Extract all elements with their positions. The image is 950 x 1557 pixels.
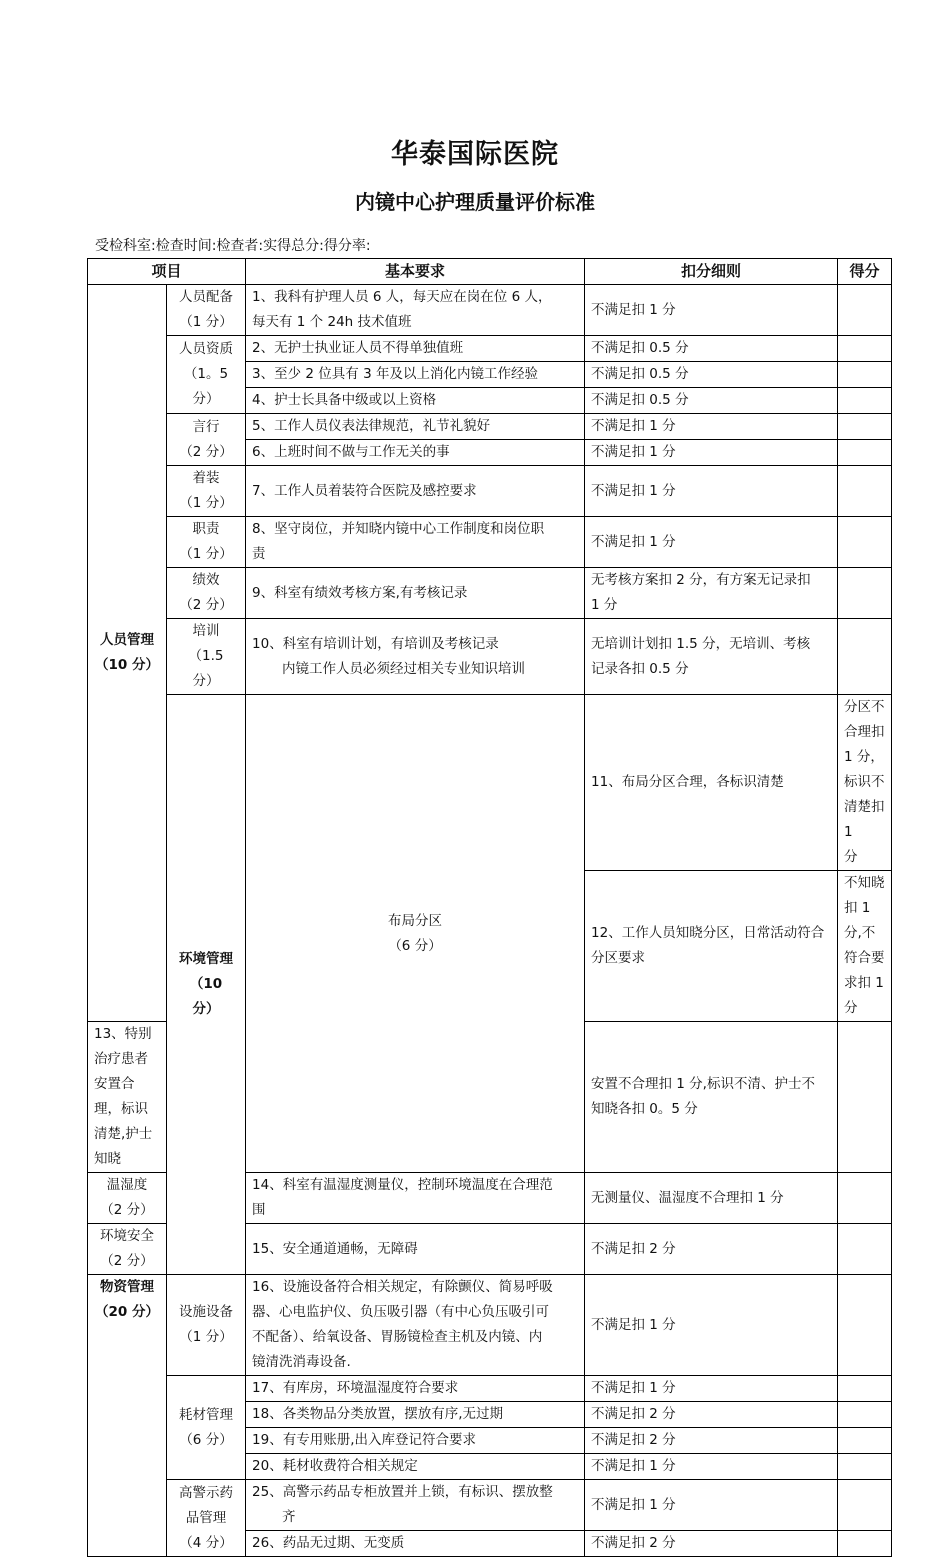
document-subtitle: 内镜中心护理质量评价标准 — [355, 190, 595, 214]
deduction-cell: 不满足扣 1 分 — [585, 1480, 838, 1531]
deduction-cell: 不满足扣 1 分 — [585, 440, 838, 466]
category-points: （10 — [189, 976, 223, 992]
requirement-cell: 9、科室有绩效考核方案,有考核记录 — [246, 568, 585, 619]
sub-points: （1 分） — [179, 495, 233, 511]
sub-label: 设施设备 — [179, 1304, 233, 1320]
sub-label: 人员资质 — [179, 341, 233, 357]
requirement-cell: 19、有专用账册,出入库登记符合要求 — [246, 1428, 585, 1454]
table-row — [88, 466, 892, 517]
table-row — [88, 568, 892, 619]
sub-consumables — [167, 1376, 246, 1480]
requirement-cell — [246, 285, 585, 336]
sub-label: 言行 — [192, 418, 220, 435]
requirement-text: 不配备）、给氧设备、胃肠镜检查主机及内镜、内 — [252, 1329, 543, 1345]
requirement-cell — [246, 619, 585, 695]
score-cell[interactable] — [838, 619, 892, 695]
requirement-cell: 26、药品无过期、无变质 — [246, 1531, 585, 1557]
deduction-cell: 不满足扣 0.5 分 — [585, 362, 838, 388]
table-row — [88, 517, 892, 568]
requirement-cell — [246, 1275, 585, 1376]
header-item: 项目 — [88, 259, 246, 285]
sub-label: 环境安全 — [100, 1228, 154, 1244]
requirement-cell: 13、特别治疗患者安置合理，标识清楚,护士知晓 — [88, 1022, 167, 1173]
sub-points: （1.5 — [188, 648, 224, 664]
sub-label: 温湿度 — [106, 1177, 148, 1193]
requirement-cell: 3、至少 2 位具有 3 年及以上消化内镜工作经验 — [246, 362, 585, 388]
score-cell[interactable] — [838, 1173, 892, 1224]
sub-label: 人员配备 — [179, 289, 233, 305]
sub-points: （6 分） — [179, 1431, 233, 1448]
deduction-cell: 不满足扣 0.5 分 — [585, 336, 838, 362]
table-row — [88, 285, 892, 336]
requirement-text: 8、坚守岗位，并知晓内镜中心工作制度和岗位职 — [252, 521, 545, 537]
sub-staffing — [167, 285, 246, 336]
score-cell[interactable] — [838, 1022, 892, 1173]
deduction-cell: 无测量仪、温湿度不合理扣 1 分 — [585, 1173, 838, 1224]
requirement-cell: 20、耗材收费符合相关规定 — [246, 1454, 585, 1480]
requirement-text: 每天有 1 个 24h 技术值班 — [252, 314, 412, 330]
requirement-cell: 11、布局分区合理，各标识清楚 — [585, 695, 838, 871]
deduction-cell: 不满足扣 1 分 — [585, 1454, 838, 1480]
score-cell[interactable] — [838, 1454, 892, 1480]
requirement-text: 齐 — [282, 1509, 296, 1525]
table-row — [88, 1376, 892, 1402]
score-cell[interactable] — [838, 1531, 892, 1557]
category-points: （10 分） — [95, 657, 159, 673]
deduction-cell: 不知晓扣 1 分,不符合要求扣 1 分 — [838, 871, 892, 1022]
requirement-cell: 17、有库房，环境温湿度符合要求 — [246, 1376, 585, 1402]
score-cell[interactable] — [838, 362, 892, 388]
requirement-text: 10、科室有培训计划，有培训及考核记录 — [252, 635, 499, 652]
deduction-text: 无考核方案扣 2 分，有方案无记录扣 — [591, 572, 811, 588]
requirement-cell: 15、安全通道通畅，无障碍 — [246, 1224, 585, 1275]
category-personnel — [88, 285, 167, 1022]
deduction-cell: 不满足扣 1 分 — [585, 1376, 838, 1402]
score-cell[interactable] — [838, 285, 892, 336]
score-cell[interactable] — [838, 568, 892, 619]
deduction-cell: 不满足扣 1 分 — [585, 1275, 838, 1376]
score-cell[interactable] — [838, 336, 892, 362]
header-score: 得分 — [838, 259, 892, 285]
requirement-cell — [246, 517, 585, 568]
requirement-text: 16、设施设备符合相关规定，有除颤仪、简易呼吸 — [252, 1279, 553, 1295]
deduction-text: 1 分 — [591, 597, 618, 613]
table-row — [88, 1275, 892, 1376]
deduction-text: 安置不合理扣 1 分,标识不清、护士不 — [591, 1076, 815, 1092]
table-row — [88, 619, 892, 695]
score-cell[interactable] — [838, 517, 892, 568]
sub-label: 职责 — [192, 521, 220, 537]
sub-label: 布局分区 — [388, 912, 443, 929]
score-cell[interactable] — [838, 1224, 892, 1275]
deduction-cell: 不满足扣 1 分 — [585, 517, 838, 568]
sub-points: （6 分） — [388, 937, 442, 954]
sub-facilities — [167, 1275, 246, 1376]
requirement-cell: 6、上班时间不做与工作无关的事 — [246, 440, 585, 466]
requirement-text: 围 — [252, 1202, 266, 1218]
score-cell[interactable] — [838, 1428, 892, 1454]
table-row — [88, 1480, 892, 1531]
requirement-cell: 12、工作人员知晓分区，日常活动符合分区要求 — [585, 871, 838, 1022]
sub-label: 着装 — [192, 470, 220, 486]
deduction-cell: 不满足扣 1 分 — [585, 466, 838, 517]
table-header-row — [88, 259, 892, 285]
requirement-cell — [246, 1480, 585, 1531]
sub-points: 分） — [192, 391, 220, 407]
table-row — [88, 414, 892, 440]
category-label: 物资管理 — [100, 1279, 154, 1295]
sub-points: （1 分） — [179, 314, 233, 330]
sub-training — [167, 619, 246, 695]
score-cell[interactable] — [838, 388, 892, 414]
requirement-text: 14、科室有温湿度测量仪，控制环境温度在合理范 — [252, 1177, 553, 1193]
inspection-info-line: 受检科室:检查时间:检查者:实得总分:得分率: — [95, 238, 371, 254]
table-row — [88, 695, 892, 871]
requirement-text: 25、高警示药品专柜放置并上锁，有标识、摆放整 — [252, 1484, 553, 1500]
sub-points: （4 分） — [179, 1534, 233, 1551]
evaluation-table — [87, 258, 892, 1557]
requirement-cell — [246, 1173, 585, 1224]
sub-points: 分） — [192, 673, 220, 689]
score-cell[interactable] — [838, 1275, 892, 1376]
score-cell[interactable] — [838, 1376, 892, 1402]
sub-attire — [167, 466, 246, 517]
deduction-text: 知晓各扣 0。5 分 — [591, 1101, 698, 1117]
deduction-text: 无培训计划扣 1.5 分，无培训、考核 — [591, 635, 811, 652]
deduction-cell: 不满足扣 2 分 — [585, 1402, 838, 1428]
requirement-cell: 5、工作人员仪表法律规范，礼节礼貌好 — [246, 414, 585, 440]
sub-humidity — [88, 1173, 167, 1224]
deduction-text: 分区不合理扣 1 分，标识不清楚扣 1 — [844, 699, 885, 840]
category-materials — [88, 1275, 167, 1557]
sub-label: 高警示药 — [179, 1484, 233, 1501]
requirement-text: 器、心电监护仪、负压吸引器（有中心负压吸引可 — [252, 1304, 550, 1320]
header-requirement: 基本要求 — [246, 259, 585, 285]
score-cell[interactable] — [838, 414, 892, 440]
table-row — [88, 336, 892, 362]
requirement-text: 责 — [252, 546, 266, 562]
sub-alert-drugs — [167, 1480, 246, 1557]
sub-points: （2 分） — [100, 1253, 154, 1269]
requirement-cell: 18、各类物品分类放置，摆放有序,无过期 — [246, 1402, 585, 1428]
sub-layout — [246, 695, 585, 1173]
sub-label: 品管理 — [185, 1509, 227, 1526]
category-label: 人员管理 — [100, 632, 154, 648]
requirement-cell: 2、无护士执业证人员不得单独值班 — [246, 336, 585, 362]
score-cell[interactable] — [838, 466, 892, 517]
sub-points: （2 分） — [179, 597, 233, 613]
deduction-cell: 不满足扣 2 分 — [585, 1531, 838, 1557]
category-points: 分） — [192, 1001, 220, 1017]
deduction-cell — [838, 695, 892, 871]
deduction-cell — [585, 568, 838, 619]
score-cell[interactable] — [838, 440, 892, 466]
deduction-text: 记录各扣 0.5 分 — [591, 660, 689, 677]
sub-duty — [167, 517, 246, 568]
sub-points: （2 分） — [179, 443, 233, 460]
category-label: 环境管理 — [179, 951, 233, 967]
deduction-cell — [585, 619, 838, 695]
deduction-text: 分 — [844, 849, 858, 865]
requirement-cell: 4、护士长具备中级或以上资格 — [246, 388, 585, 414]
requirement-text: 镜清洗消毒设备. — [252, 1354, 351, 1370]
sub-label: 绩效 — [192, 572, 220, 588]
deduction-cell: 不满足扣 0.5 分 — [585, 388, 838, 414]
score-cell[interactable] — [838, 1402, 892, 1428]
sub-env-safety — [88, 1224, 167, 1275]
header-deduction: 扣分细则 — [585, 259, 838, 285]
sub-points: （1。5 — [183, 366, 229, 382]
deduction-cell: 不满足扣 2 分 — [585, 1224, 838, 1275]
category-environment — [167, 695, 246, 1275]
sub-qualification — [167, 336, 246, 414]
sub-points: （1 分） — [179, 546, 233, 562]
requirement-text: 1、我科有护理人员 6 人，每天应在岗在位 6 人， — [252, 289, 552, 305]
sub-performance — [167, 568, 246, 619]
deduction-cell: 不满足扣 2 分 — [585, 1428, 838, 1454]
score-cell[interactable] — [838, 1480, 892, 1531]
deduction-cell: 不满足扣 1 分 — [585, 414, 838, 440]
sub-label: 培训 — [192, 623, 220, 639]
sub-points: （2 分） — [100, 1202, 154, 1218]
requirement-text: 内镜工作人员必须经过相关专业知识培训 — [282, 660, 526, 677]
category-points: （20 分） — [95, 1304, 159, 1320]
sub-label: 耗材管理 — [179, 1406, 233, 1423]
sub-conduct — [167, 414, 246, 466]
requirement-cell: 7、工作人员着装符合医院及感控要求 — [246, 466, 585, 517]
deduction-cell: 不满足扣 1 分 — [585, 285, 838, 336]
sub-points: （1 分） — [179, 1329, 233, 1345]
deduction-cell — [585, 1022, 838, 1173]
hospital-title: 华泰国际医院 — [391, 139, 559, 170]
